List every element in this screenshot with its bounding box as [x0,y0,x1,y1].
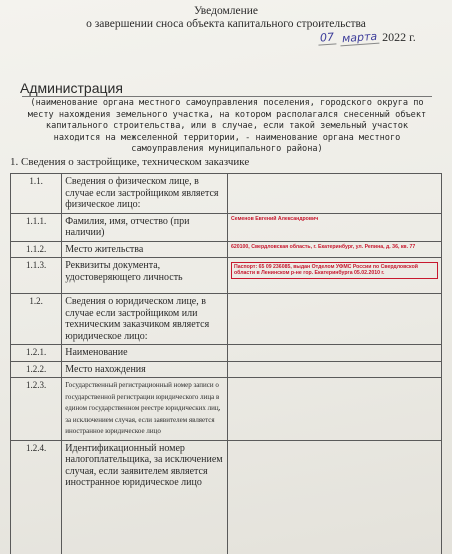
org-underline [22,96,432,97]
table-row [11,361,442,378]
table-row [11,258,442,294]
doc-subtitle: о завершении сноса объекта капитального строительства [86,18,366,30]
row-value [228,378,442,441]
row-number: 1.2.4. [11,440,62,554]
row-value [228,174,442,214]
row-value-passport: Паспорт: 65 09 236085, выдан Отделом УФМС России по Свердловской области в Ленинском р-не гор. Екатеринбурга 05.02.2010 г. [231,262,438,279]
row-label: Сведения о юридическом лице, в случае если застройщиком или техническим заказчиком является юридическое лицо: [62,294,228,345]
row-label: Государственный регистрационный номер записи о государственной регистрации юридического лица в едином государственном реестре юридических лиц, за исключением случая, если заявителем является иностранное юридическое лицо [62,378,228,441]
date-day-handwritten: 07 [318,30,337,45]
row-label: Идентификационный номер налогоплательщика, за исключением случая, если заявителем является иностранное юридическое лицо [62,440,228,554]
row-number: 1.2.3. [11,378,62,441]
org-hint: (наименование органа местного самоуправления поселения, городского округа по месту нахождения земельного участка, на котором располагался снесенный объект капитального строительства, или в случае, если такой земельный участок находится на межселенной территории, - наименование органа местного самоуправления муниципального района) [27,98,427,154]
row-value [228,361,442,378]
table-row [11,294,442,345]
row-label: Сведения о физическом лице, в случае если застройщиком является физическое лицо: [62,174,228,214]
row-value-address: 620100, Свердловская область, г. Екатеринбург, ул. Репина, д. 36, кв. 77 [231,243,416,250]
row-value-fio: Семенов Евгений Александрович [231,215,319,222]
table-row [11,345,442,362]
info-table [10,173,442,554]
table-row [11,378,442,441]
row-value [228,294,442,345]
table-row [11,440,442,554]
date-month-handwritten: марта [340,30,380,47]
table-row [11,174,442,214]
date-year: 2022 г. [382,30,416,44]
row-label: Место нахождения [62,361,228,378]
row-number: 1.1. [11,174,62,214]
section-heading: 1. Сведения о застройщике, техническом заказчике [10,156,250,168]
row-value [228,345,442,362]
row-label: Реквизиты документа, удостоверяющего личность [62,258,228,294]
row-value [228,440,442,554]
row-number: 1.1.1. [11,213,62,241]
date-line [318,30,416,45]
table-row [11,213,442,241]
row-label: Место жительства [62,241,228,258]
doc-title: Уведомление [193,5,259,17]
row-number: 1.1.2. [11,241,62,258]
table-row [11,241,442,258]
row-number: 1.2. [11,294,62,345]
row-number: 1.2.2. [11,361,62,378]
org-name: Администрация [20,80,123,96]
row-label: Фамилия, имя, отчество (при наличии) [62,213,228,241]
row-label: Наименование [62,345,228,362]
row-number: 1.2.1. [11,345,62,362]
row-number: 1.1.3. [11,258,62,294]
